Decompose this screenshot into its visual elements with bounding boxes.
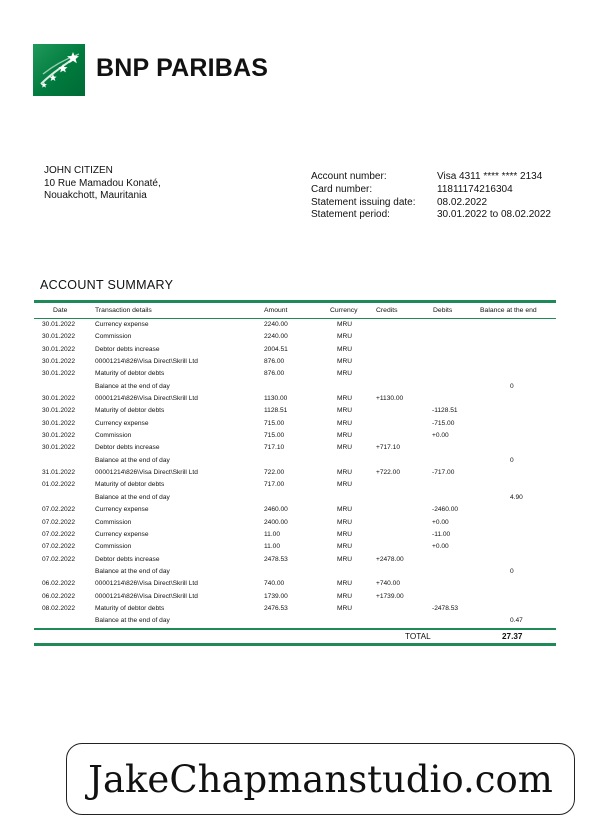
cell-details: Commission (95, 333, 132, 341)
total-bottom-rule (34, 643, 556, 646)
cell-details: Maturity of debtor debts (95, 407, 165, 415)
cell-date: 07.02.2022 (42, 506, 76, 514)
customer-address-line-2: Nouakchott, Mauritania (44, 190, 147, 201)
header-credits: Credits (376, 306, 398, 314)
table-row (34, 356, 556, 368)
cell-balance: 0 (510, 456, 514, 464)
cell-date: 31.01.2022 (42, 469, 76, 477)
cell-details: Balance at the end of day (95, 617, 170, 625)
table-row (34, 492, 556, 504)
table-row (34, 591, 556, 603)
cell-date: 07.02.2022 (42, 555, 76, 563)
cell-amount: 740.00 (264, 580, 285, 588)
cell-currency: MRU (337, 469, 353, 477)
table-row (34, 578, 556, 590)
total-row (34, 630, 556, 643)
cell-details: 00001214\826\Visa Direct\Skrill Ltd (95, 358, 198, 366)
cell-currency: MRU (337, 395, 353, 403)
cell-details: Debtor debts increase (95, 555, 160, 563)
watermark-banner (66, 743, 575, 815)
cell-details: Balance at the end of day (95, 456, 170, 464)
cell-date: 30.01.2022 (42, 419, 76, 427)
cell-balance: 4.90 (510, 493, 523, 501)
cell-currency: MRU (337, 518, 353, 526)
header-details: Transaction details (95, 306, 152, 314)
cell-amount: 876.00 (264, 358, 285, 366)
cell-currency: MRU (337, 530, 353, 538)
cell-currency: MRU (337, 604, 353, 612)
cell-currency: MRU (337, 370, 353, 378)
cell-details: Balance at the end of day (95, 567, 170, 575)
cell-amount: 717.10 (264, 444, 285, 452)
cell-details: Debtor debts increase (95, 345, 160, 353)
brand-name: BNP PARIBAS (96, 54, 269, 82)
cell-date: 30.01.2022 (42, 333, 76, 341)
cell-balance: 0 (510, 382, 514, 390)
account-labels (311, 171, 416, 222)
table-row (34, 566, 556, 578)
header-balance: Balance at the end (480, 306, 537, 314)
cell-amount: 2400.00 (264, 518, 288, 526)
customer-address-line-1: 10 Rue Mamadou Konaté, (44, 177, 161, 189)
cell-credits: +717.10 (376, 444, 401, 452)
cell-amount: 715.00 (264, 432, 285, 440)
table-row (34, 368, 556, 380)
cell-currency: MRU (337, 444, 353, 452)
cell-details: Currency expense (95, 506, 149, 514)
cell-amount: 1128.51 (264, 407, 288, 415)
cell-date: 30.01.2022 (42, 370, 76, 378)
stars-logo-icon (33, 44, 85, 96)
cell-date: 30.01.2022 (42, 407, 76, 415)
table-row (34, 430, 556, 442)
table-row (34, 344, 556, 356)
cell-details: Maturity of debtor debts (95, 481, 165, 489)
issuing-date-label: Statement issuing date: (311, 196, 416, 208)
cell-details: Commission (95, 543, 132, 551)
cell-credits: +740.00 (376, 580, 401, 588)
watermark-text: JakeChapmanstudio.com (88, 757, 553, 801)
cell-currency: MRU (337, 407, 353, 415)
cell-debits: -2460.00 (432, 506, 459, 514)
cell-currency: MRU (337, 506, 353, 514)
card-number-value: 11811174216304 (437, 183, 513, 195)
cell-details: 00001214\826\Visa Direct\Skrill Ltd (95, 592, 198, 600)
cell-details: Commission (95, 518, 132, 526)
cell-balance: 0.47 (510, 617, 523, 625)
cell-currency: MRU (337, 592, 353, 600)
statement-period-label: Statement period: (311, 209, 390, 221)
cell-debits: -1128.51 (432, 407, 458, 415)
table-body (34, 319, 556, 628)
cell-amount: 1739.00 (264, 592, 288, 600)
table-header-row (34, 303, 556, 318)
cell-date: 30.01.2022 (42, 395, 76, 403)
table-row (34, 319, 556, 331)
table-row (34, 479, 556, 491)
cell-credits: +1130.00 (376, 395, 404, 403)
customer-address-block (44, 165, 161, 203)
cell-date: 30.01.2022 (42, 321, 76, 328)
cell-date: 30.01.2022 (42, 444, 76, 452)
cell-credits: +722.00 (376, 469, 401, 477)
cell-date: 06.02.2022 (42, 580, 76, 588)
cell-amount: 2240.00 (264, 321, 288, 328)
cell-currency: MRU (337, 321, 353, 328)
cell-debits: -2478.53 (432, 604, 459, 612)
cell-debits: +0.00 (432, 432, 449, 440)
cell-details: Currency expense (95, 419, 149, 427)
cell-currency: MRU (337, 555, 353, 563)
table-row (34, 418, 556, 430)
cell-currency: MRU (337, 543, 353, 551)
statement-period-value: 30.01.2022 to 08.02.2022 (437, 209, 551, 221)
table-row (34, 393, 556, 405)
cell-details: 00001214\826\Visa Direct\Skrill Ltd (95, 469, 198, 477)
cell-currency: MRU (337, 419, 353, 427)
cell-credits: +1739.00 (376, 592, 404, 600)
cell-date: 30.01.2022 (42, 345, 76, 353)
cell-amount: 2478.53 (264, 555, 288, 563)
bnp-logo-stars-icon (33, 44, 85, 96)
cell-date: 30.01.2022 (42, 358, 76, 366)
cell-details: Commission (95, 432, 132, 440)
table-row (34, 603, 556, 615)
table-row (34, 529, 556, 541)
cell-amount: 715.00 (264, 419, 285, 427)
cell-debits: -717.00 (432, 469, 455, 477)
cell-details: Currency expense (95, 321, 149, 328)
cell-balance: 0 (510, 567, 514, 575)
cell-date: 07.02.2022 (42, 543, 76, 551)
cell-currency: MRU (337, 481, 353, 489)
cell-currency: MRU (337, 580, 353, 588)
cell-debits: +0.00 (432, 543, 449, 551)
cell-amount: 876.00 (264, 370, 285, 378)
cell-currency: MRU (337, 358, 353, 366)
table-row (34, 442, 556, 454)
table-row (34, 455, 556, 467)
cell-debits: -715.00 (432, 419, 455, 427)
cell-credits: +2478.00 (376, 555, 404, 563)
customer-name: JOHN CITIZEN (44, 165, 113, 176)
cell-debits: +0.00 (432, 518, 449, 526)
cell-date: 07.02.2022 (42, 530, 76, 538)
cell-details: Balance at the end of day (95, 493, 170, 501)
cell-date: 30.01.2022 (42, 432, 76, 440)
table-row (34, 331, 556, 343)
header-date: Date (53, 306, 68, 314)
account-summary-title: ACCOUNT SUMMARY (40, 278, 174, 292)
total-label: TOTAL (405, 632, 431, 642)
cell-details: Maturity of debtor debts (95, 370, 165, 378)
header-amount: Amount (264, 306, 288, 314)
table-row (34, 615, 556, 627)
table-row (34, 504, 556, 516)
table-row (34, 554, 556, 566)
cell-amount: 717.00 (264, 481, 285, 489)
cell-currency: MRU (337, 345, 353, 353)
account-values (437, 171, 551, 222)
table-row (34, 517, 556, 529)
cell-details: 00001214\826\Visa Direct\Skrill Ltd (95, 580, 198, 588)
cell-details: 00001214\826\Visa Direct\Skrill Ltd (95, 395, 198, 403)
total-value: 27.37 (502, 632, 523, 642)
cell-date: 08.02.2022 (42, 604, 76, 612)
card-number-label: Card number: (311, 183, 373, 195)
header-currency: Currency (330, 306, 358, 314)
table-row (34, 405, 556, 417)
table-row (34, 467, 556, 479)
account-number-label: Account number: (311, 171, 387, 182)
cell-date: 06.02.2022 (42, 592, 76, 600)
cell-amount: 2240.00 (264, 333, 288, 341)
cell-currency: MRU (337, 432, 353, 440)
table-row (34, 541, 556, 553)
cell-details: Balance at the end of day (95, 382, 170, 390)
cell-date: 01.02.2022 (42, 481, 76, 489)
cell-details: Maturity of debtor debts (95, 604, 165, 612)
account-number-value: Visa 4311 **** **** 2134 (437, 171, 543, 182)
cell-amount: 722.00 (264, 469, 285, 477)
cell-amount: 2004.51 (264, 345, 288, 353)
header-debits: Debits (433, 306, 453, 314)
cell-amount: 1130.00 (264, 395, 288, 403)
cell-date: 07.02.2022 (42, 518, 76, 526)
cell-debits: -11.00 (432, 530, 451, 538)
cell-amount: 2460.00 (264, 506, 288, 514)
issuing-date-value: 08.02.2022 (437, 196, 488, 208)
cell-details: Debtor debts increase (95, 444, 160, 452)
transactions-table (34, 300, 556, 646)
cell-amount: 11.00 (264, 543, 281, 551)
cell-details: Currency expense (95, 530, 149, 538)
cell-amount: 2476.53 (264, 604, 288, 612)
cell-currency: MRU (337, 333, 353, 341)
table-row (34, 381, 556, 393)
cell-amount: 11.00 (264, 530, 281, 538)
